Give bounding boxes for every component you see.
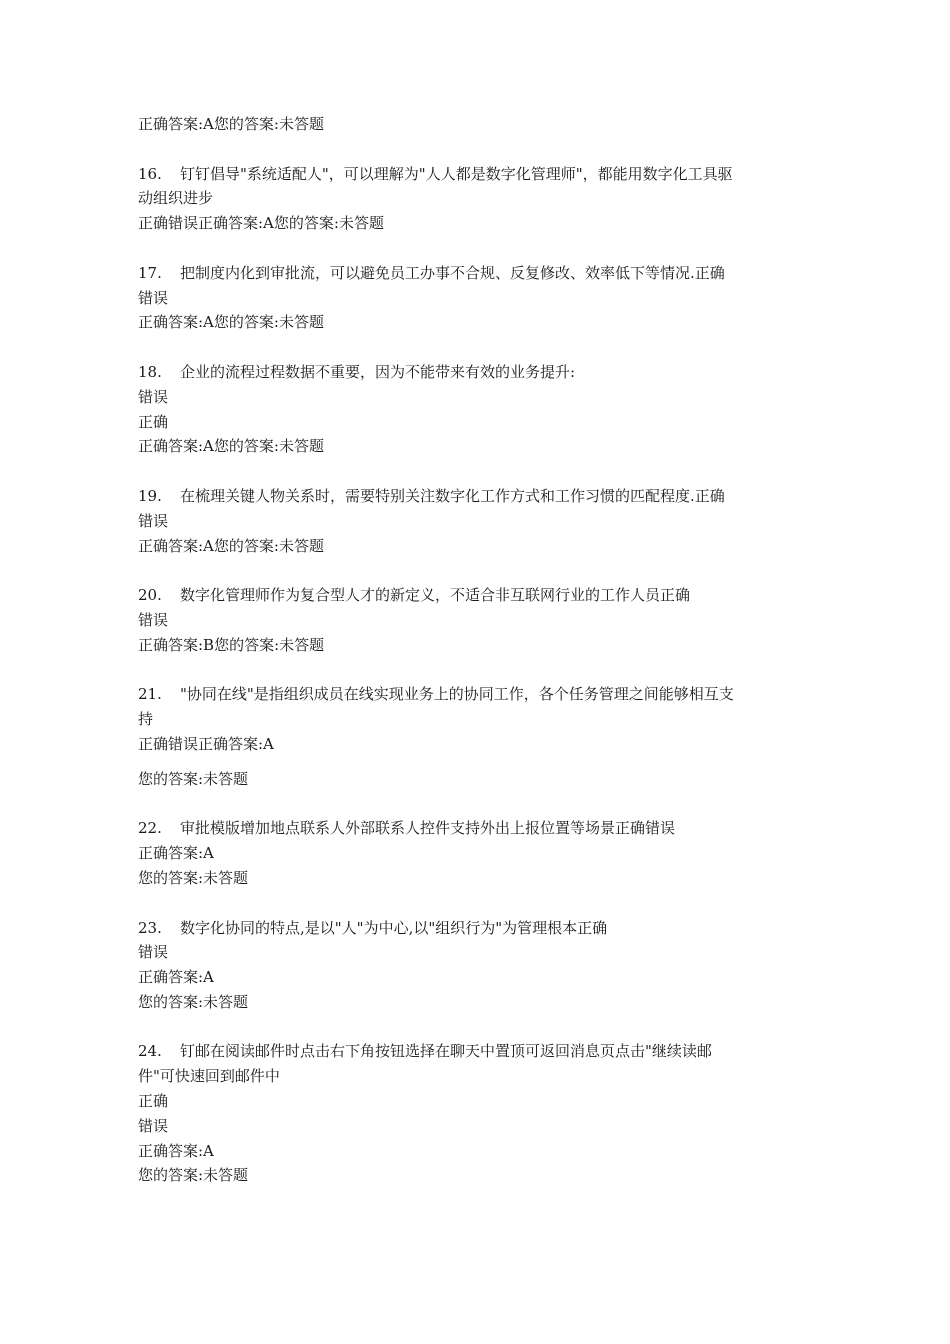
your-answer-line: 您的答案:未答题 (138, 769, 249, 788)
answer-line: 正确答案:A (138, 844, 214, 863)
your-answer-line: 您的答案:未答题 (138, 1166, 249, 1185)
question-24 (138, 1039, 818, 1188)
question-text: 企业的流程过程数据不重要，因为不能带来有效的业务提升: (180, 362, 576, 381)
answer-line: 正确答案:A您的答案:未答题 (138, 536, 324, 555)
option-text: 错误 (138, 387, 169, 406)
your-answer-line: 您的答案:未答题 (138, 868, 249, 887)
question-number: 21. (138, 685, 162, 704)
option-text: 正确 (138, 412, 169, 431)
question-20 (138, 583, 818, 657)
question-text-cont: 动组织进步 (138, 189, 214, 208)
question-22 (138, 816, 818, 890)
option-text: 错误 (138, 610, 169, 629)
option-text: 错误 (138, 943, 169, 962)
option-text: 错误 (138, 1116, 169, 1135)
document-page (138, 112, 818, 1188)
question-text-cont: 持 (138, 710, 154, 729)
question-text: 审批模版增加地点联系人外部联系人控件支持外出上报位置等场景正确错误 (180, 819, 676, 838)
question-number: 19. (138, 486, 162, 505)
question-21 (138, 682, 818, 791)
question-18 (138, 360, 818, 459)
question-19 (138, 484, 818, 558)
answer-line: 正确答案:A您的答案:未答题 (138, 437, 324, 456)
option-text: 错误 (138, 511, 169, 530)
question-23 (138, 916, 818, 1015)
answer-line: 正确答案:A您的答案:未答题 (138, 313, 324, 332)
question-number: 16. (138, 164, 162, 183)
question-text: 数字化协同的特点,是以"人"为中心,以"组织行为"为管理根本正确 (180, 918, 608, 937)
question-text: 在梳理关键人物关系时，需要特别关注数字化工作方式和工作习惯的匹配程度.正确 (180, 486, 725, 505)
question-number: 17. (138, 263, 162, 282)
top-answer: 正确答案:A您的答案:未答题 (138, 115, 324, 133)
your-answer-line: 您的答案:未答题 (138, 992, 249, 1011)
answer-line: 正确错误正确答案:A您的答案:未答题 (138, 214, 384, 233)
answer-line: 正确错误正确答案:A (138, 734, 274, 753)
question-number: 23. (138, 918, 162, 937)
question-16 (138, 162, 818, 236)
question-text: 钉邮在阅读邮件时点击右下角按钮选择在聊天中置顶可返回消息页点击"继续读邮 (180, 1042, 712, 1061)
question-text-cont: 件"可快速回到邮件中 (138, 1067, 280, 1086)
question-text: 钉钉倡导"系统适配人"，可以理解为"人人都是数字化管理师"，都能用数字化工具驱 (180, 164, 733, 183)
answer-line: 正确答案:A (138, 968, 214, 987)
option-text: 错误 (138, 288, 169, 307)
answer-line: 正确答案:A (138, 1141, 214, 1160)
question-text: "协同在线"是指组织成员在线实现业务上的协同工作，各个任务管理之间能够相互支 (180, 685, 734, 704)
question-text: 把制度内化到审批流，可以避免员工办事不合规、反复修改、效率低下等情况.正确 (180, 263, 725, 282)
question-number: 20. (138, 586, 162, 605)
question-number: 22. (138, 819, 162, 838)
question-text: 数字化管理师作为复合型人才的新定义，不适合非互联网行业的工作人员正确 (180, 586, 691, 605)
question-number: 18. (138, 362, 162, 381)
option-text: 正确 (138, 1092, 169, 1111)
answer-line: 正确答案:B您的答案:未答题 (138, 635, 325, 654)
question-17 (138, 261, 818, 335)
question-number: 24. (138, 1042, 162, 1061)
